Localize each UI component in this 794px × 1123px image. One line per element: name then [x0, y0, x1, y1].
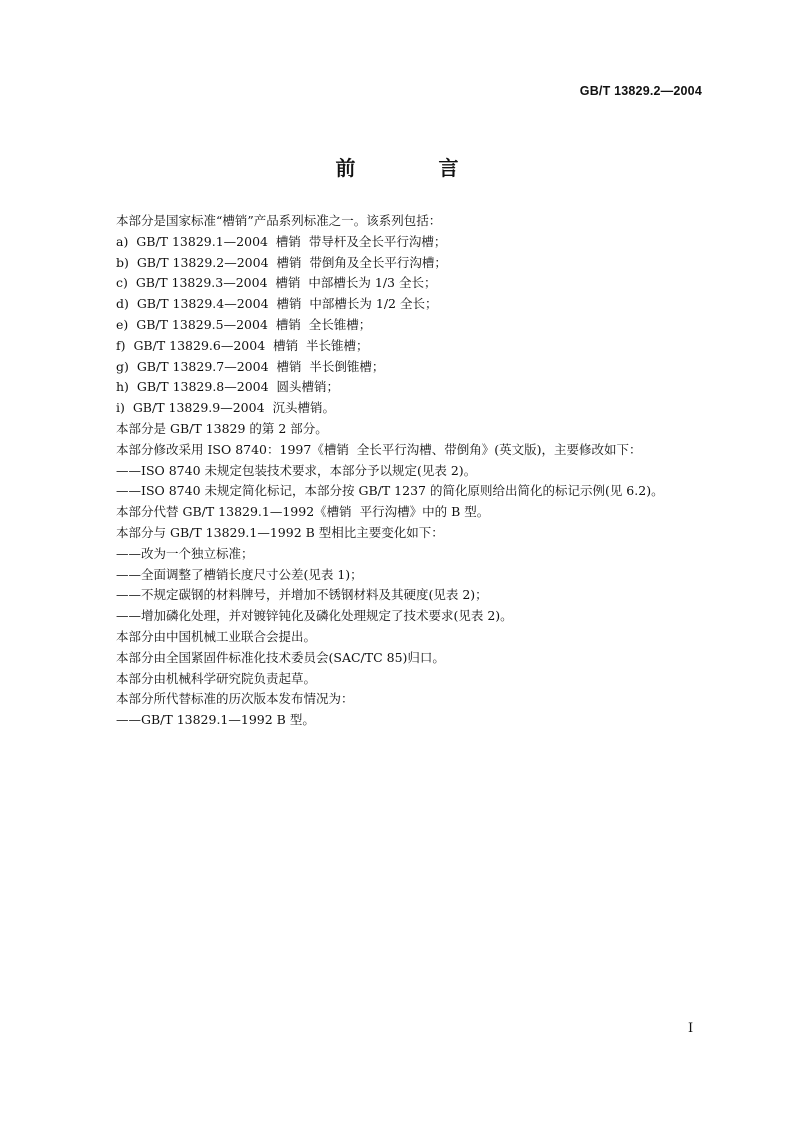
list-item: f) GB/T 13829.6—2004 槽销 半长锥槽； [116, 337, 369, 353]
dash-item: ——GB/T 13829.1—1992 B 型。 [116, 712, 315, 728]
dash-item: ——不规定碳钢的材料牌号，并增加不锈钢材料及其硬度(见表 2)； [116, 587, 488, 603]
text-line: 本部分是国家标准“槽销”产品系列标准之一。该系列包括： [116, 213, 442, 228]
page-title: 前 言 [335, 156, 497, 180]
text-line: 本部分由全国紧固件标准化技术委员会(SAC/TC 85)归口。 [116, 649, 445, 665]
dash-item: ——增加磷化处理，并对镀锌钝化及磷化处理规定了技术要求(见表 2)。 [116, 608, 513, 624]
list-item: c) GB/T 13829.3—2004 槽销 中部槽长为 1/3 全长； [116, 275, 437, 291]
list-item: b) GB/T 13829.2—2004 槽销 带倒角及全长平行沟槽； [116, 254, 447, 270]
list-item: i) GB/T 13829.9—2004 沉头槽销。 [116, 400, 335, 416]
list-item: a) GB/T 13829.1—2004 槽销 带导杆及全长平行沟槽； [116, 233, 447, 249]
text-line: 本部分代替 GB/T 13829.1—1992《槽销 平行沟槽》中的 B 型。 [116, 504, 490, 520]
list-item: d) GB/T 13829.4—2004 槽销 中部槽长为 1/2 全长； [116, 296, 438, 312]
list-item: e) GB/T 13829.5—2004 槽销 全长锥槽； [116, 316, 372, 332]
page-number: I [688, 1021, 694, 1036]
text-line: 本部分所代替标准的历次版本发布情况为： [116, 691, 354, 707]
dash-item: ——ISO 8740 未规定包装技术要求，本部分予以规定(见表 2)。 [116, 462, 477, 478]
text-line: 本部分由机械科学研究院负责起草。 [116, 670, 317, 686]
text-line: 本部分由中国机械工业联合会提出。 [116, 628, 317, 644]
list-item: h) GB/T 13829.8—2004 圆头槽销； [116, 379, 340, 395]
standard-number: GB/T 13829.2—2004 [579, 84, 702, 98]
dash-item: ——改为一个独立标准； [116, 545, 254, 561]
foreword-body [116, 211, 716, 731]
dash-item: ——全面调整了槽销长度尺寸公差(见表 1)； [116, 566, 363, 582]
text-line: 本部分与 GB/T 13829.1—1992 B 型相比主要变化如下： [116, 524, 444, 540]
text-line: 本部分是 GB/T 13829 的第 2 部分。 [116, 420, 328, 436]
dash-item: ——ISO 8740 未规定简化标记，本部分按 GB/T 1237 的简化原则给出简化的标记示例(见 6.2)。 [116, 483, 664, 499]
list-item: g) GB/T 13829.7—2004 槽销 半长倒锥槽； [116, 358, 385, 374]
text-line: 本部分修改采用 ISO 8740：1997《槽销 全长平行沟槽、带倒角》(英文版)，主要修改如下： [116, 441, 642, 457]
